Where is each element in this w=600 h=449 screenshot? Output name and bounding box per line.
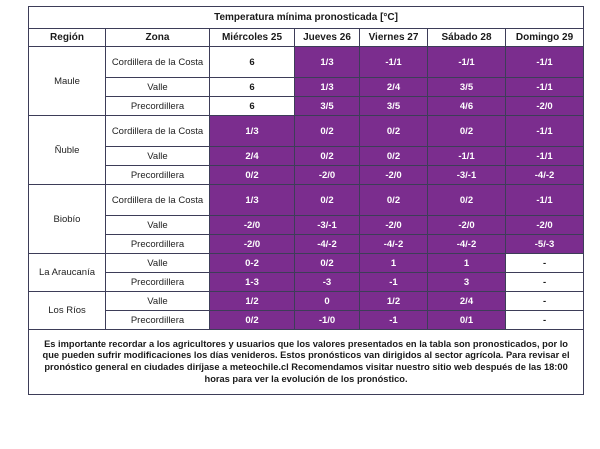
column-header: Miércoles 25 [210,29,295,47]
zona-cell: Valle [106,292,210,311]
temperature-cell: -1/1 [506,185,584,216]
temperature-cell: 0/2 [360,185,428,216]
temperature-cell: -3 [295,273,360,292]
temperature-cell: 0/2 [210,311,295,330]
zona-cell: Valle [106,254,210,273]
temperature-cell: -3/-1 [428,166,506,185]
temperature-cell: -4/-2 [428,235,506,254]
temperature-cell: 1/3 [295,78,360,97]
zona-cell: Cordillera de la Costa [106,116,210,147]
temperature-cell: 6 [210,97,295,116]
table-row [29,166,584,185]
temperature-cell: 2/4 [360,78,428,97]
column-header: Sábado 28 [428,29,506,47]
temperature-cell: -2/0 [295,166,360,185]
table-row [29,116,584,147]
table-row [29,292,584,311]
temperature-cell: -2/0 [360,166,428,185]
zona-cell: Cordillera de la Costa [106,185,210,216]
temperature-cell: 1 [428,254,506,273]
zona-cell: Cordillera de la Costa [106,47,210,78]
temperature-cell: 6 [210,47,295,78]
temperature-cell: -2/0 [506,216,584,235]
temperature-cell: -1/0 [295,311,360,330]
table-row [29,185,584,216]
temperature-cell: 0/2 [428,185,506,216]
temperature-cell: 0-2 [210,254,295,273]
temperature-cell: 0/2 [295,116,360,147]
temperature-cell: -2/0 [506,97,584,116]
column-header: Zona [106,29,210,47]
temperature-cell: 1-3 [210,273,295,292]
column-header: Jueves 26 [295,29,360,47]
table-row [29,273,584,292]
temperature-cell: 6 [210,78,295,97]
temperature-cell: -1/1 [506,147,584,166]
temperature-cell: -1/1 [360,47,428,78]
temperature-cell: 1/3 [295,47,360,78]
temperature-cell: 2/4 [428,292,506,311]
temperature-cell: -1/1 [428,147,506,166]
temperature-cell: - [506,292,584,311]
temperature-cell: -1/1 [428,47,506,78]
temperature-cell: 0/2 [295,254,360,273]
temperature-cell: 0/2 [295,147,360,166]
temperature-cell: 1/2 [360,292,428,311]
temperature-cell: 0 [295,292,360,311]
zona-cell: Precordillera [106,235,210,254]
table-row [29,235,584,254]
temperature-cell: 3 [428,273,506,292]
temperature-cell: 1/2 [210,292,295,311]
region-cell: Biobío [29,185,106,254]
column-header: Domingo 29 [506,29,584,47]
temperature-cell: 0/2 [210,166,295,185]
temperature-cell: -2/0 [428,216,506,235]
table-body [29,47,584,330]
temperature-cell: -2/0 [210,216,295,235]
region-cell: Maule [29,47,106,116]
forecast-table-container [28,6,583,395]
temperature-cell: -4/-2 [295,235,360,254]
table-title: Temperatura mínima pronosticada [°C] [29,7,584,29]
temperature-cell: -1/1 [506,116,584,147]
temperature-cell: - [506,254,584,273]
column-header: Región [29,29,106,47]
table-row [29,216,584,235]
column-header: Viernes 27 [360,29,428,47]
temperature-cell: -2/0 [210,235,295,254]
temperature-cell: 0/2 [360,116,428,147]
region-cell: La Araucanía [29,254,106,292]
temperature-cell: 0/2 [428,116,506,147]
temperature-cell: -3/-1 [295,216,360,235]
temperature-cell: 3/5 [428,78,506,97]
temperature-cell: -1 [360,311,428,330]
temperature-cell: -4/-2 [506,166,584,185]
table-row [29,78,584,97]
temperature-cell: -4/-2 [360,235,428,254]
temperature-cell: 0/2 [360,147,428,166]
zona-cell: Valle [106,147,210,166]
temperature-cell: 0/1 [428,311,506,330]
temperature-cell: 4/6 [428,97,506,116]
table-row [29,47,584,78]
temperature-cell: 1/3 [210,185,295,216]
temperature-cell: 0/2 [295,185,360,216]
zona-cell: Precordillera [106,97,210,116]
table-row [29,254,584,273]
zona-cell: Valle [106,78,210,97]
zona-cell: Precordillera [106,166,210,185]
temperature-cell: 3/5 [295,97,360,116]
temperature-cell: 1/3 [210,116,295,147]
temperature-cell: 3/5 [360,97,428,116]
temperature-cell: 1 [360,254,428,273]
forecast-table [28,6,584,395]
table-row [29,147,584,166]
table-row [29,311,584,330]
disclaimer-note: Es importante recordar a los agricultores y usuarios que los valores presentados en la tabla son pronosticados, por lo que pueden sufrir modificaciones los días venideros. Estos pronósticos van dirigidos al sector agrícola. Para revisar el pronóstico general en ciudades diríjase a meteochile.cl Recomendamos visitar nuestro sitio web después de las 18:00 horas para ver la evolución de los pronóstico. [29,330,584,395]
temperature-cell: -1/1 [506,47,584,78]
temperature-cell: -1 [360,273,428,292]
temperature-cell: - [506,273,584,292]
zona-cell: Precordillera [106,273,210,292]
region-cell: Los Ríos [29,292,106,330]
temperature-cell: -5/-3 [506,235,584,254]
zona-cell: Precordillera [106,311,210,330]
temperature-cell: 2/4 [210,147,295,166]
table-row [29,97,584,116]
temperature-cell: -2/0 [360,216,428,235]
header-row [29,29,584,47]
zona-cell: Valle [106,216,210,235]
temperature-cell: - [506,311,584,330]
region-cell: Ñuble [29,116,106,185]
temperature-cell: -1/1 [506,78,584,97]
